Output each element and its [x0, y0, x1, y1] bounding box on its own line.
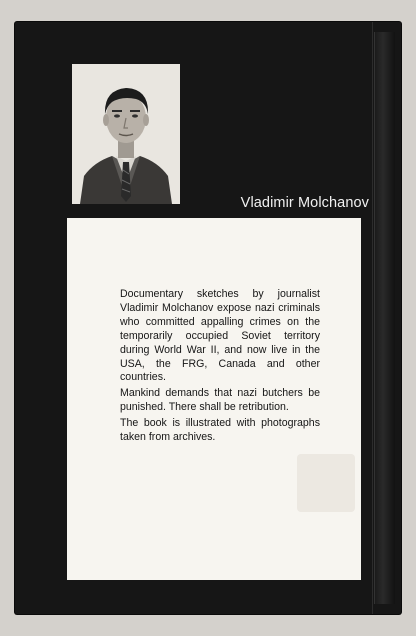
author-portrait-image: [72, 64, 180, 204]
blurb-paragraph: Documentary sketches by journalist Vladimir Molchanov expose nazi criminals who committed appalling crimes on the temporarily occupied Soviet territory during World War II, and now live in the USA, the FRG, Canada and other countries.: [120, 288, 320, 384]
blurb-panel: [67, 218, 361, 580]
cover-crease: [372, 22, 373, 614]
author-photo: [72, 64, 180, 204]
author-name: Vladimir Molchanov: [240, 195, 369, 211]
blurb-paragraph: The book is illustrated with photographs taken from archives.: [120, 417, 320, 444]
book-back-cover: [15, 22, 401, 614]
spine-edge: [374, 32, 395, 604]
blurb-paragraph: Mankind demands that nazi butchers be punished. There shall be retribution.: [120, 387, 320, 414]
blurb-text: [120, 288, 320, 447]
paper-stain: [297, 454, 355, 512]
